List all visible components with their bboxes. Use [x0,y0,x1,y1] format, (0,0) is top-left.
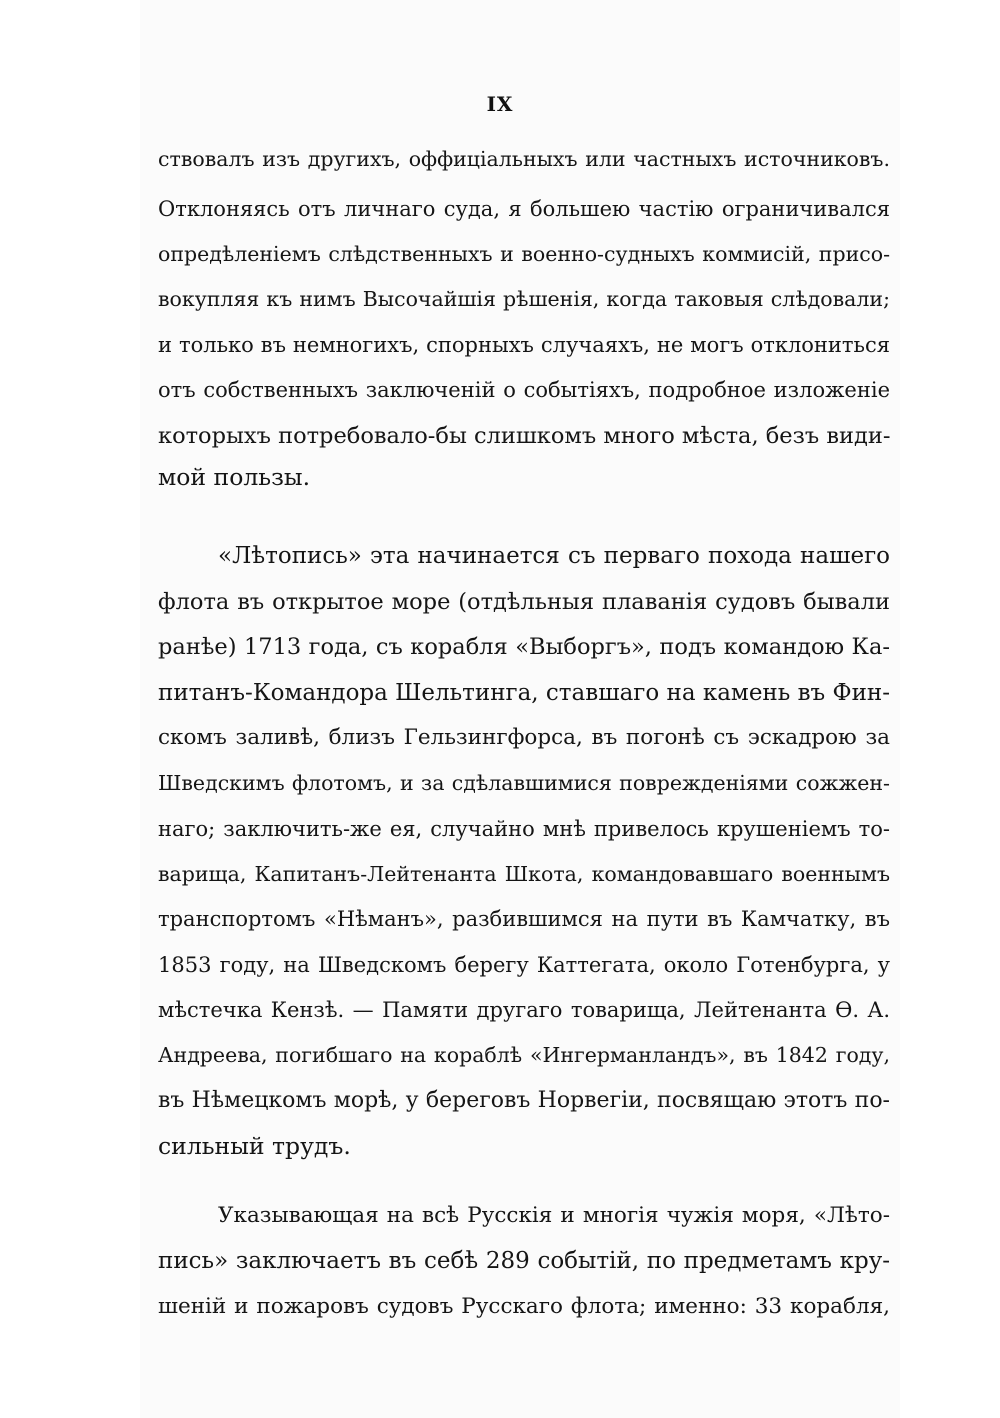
text-line: Андреева, погибшаго на кораблѣ «Ингерманландъ», въ 1842 году, [158,1043,890,1067]
text-line: сильный трудъ. [158,1132,351,1160]
text-line: ранѣе) 1713 года, съ корабля «Выборгъ», подъ командою Ка- [158,634,890,660]
text-line: которыхъ потребовало-бы слишкомъ много мѣста, безъ види- [158,423,891,449]
text-line: Указывающая на всѣ Русскія и многія чужія моря, «Лѣто- [218,1203,890,1228]
text-line: «Лѣтопись» эта начинается съ перваго похода нашего [218,543,890,569]
text-line: Шведскимъ флотомъ, и за сдѣлавшимися поврежденіями сожжен- [158,771,890,795]
page-number: IX [486,92,514,116]
text-line: ствовалъ изъ другихъ, оффиціальныхъ или частныхъ источниковъ. [158,147,890,171]
text-line: флота въ открытое море (отдѣльныя плаванія судовъ бывали [158,589,890,615]
text-line: отъ собственныхъ заключеній о событіяхъ, подробное изложеніе [158,378,890,402]
text-line: опредѣленіемъ слѣдственныхъ и военно-судныхъ коммисій, присо- [158,242,890,266]
text-line: наго; заключить-же ея, случайно мнѣ привелось крушеніемъ то- [158,817,890,841]
text-line: Отклоняясь отъ личнаго суда, я большею частію ограничивался [158,197,890,221]
text-line: скомъ заливѣ, близъ Гельзингфорса, въ погонѣ съ эскадрою за [158,725,890,750]
text-line: питанъ-Командора Шельтинга, ставшаго на камень въ Фин- [158,680,891,706]
text-line: въ Нѣмецкомъ морѣ, у береговъ Норвегіи, посвящаю этотъ по- [158,1088,890,1113]
text-line: пись» заключаетъ въ себѣ 289 событій, по предметамъ кру- [158,1248,890,1274]
text-line: мой пользы. [158,463,311,491]
text-line: и только въ немногихъ, спорныхъ случаяхъ, не могъ отклониться [158,333,890,357]
text-line: мѣстечка Кензѣ. — Памяти другаго товарища, Лейтенанта Ѳ. А. [158,998,890,1022]
text-line: варища, Капитанъ-Лейтенанта Шкота, командовавшаго военнымъ [158,862,890,886]
text-line: вокупляя къ нимъ Высочайшія рѣшенія, когда таковыя слѣдовали; [158,287,890,311]
text-line: 1853 году, на Шведскомъ берегу Каттегата, около Готенбурга, у [158,953,890,977]
text-line: транспортомъ «Нѣманъ», разбившимся на пути въ Камчатку, въ [158,907,890,931]
text-line: шеній и пожаровъ судовъ Русскаго флота; именно: 33 корабля, [158,1294,890,1319]
